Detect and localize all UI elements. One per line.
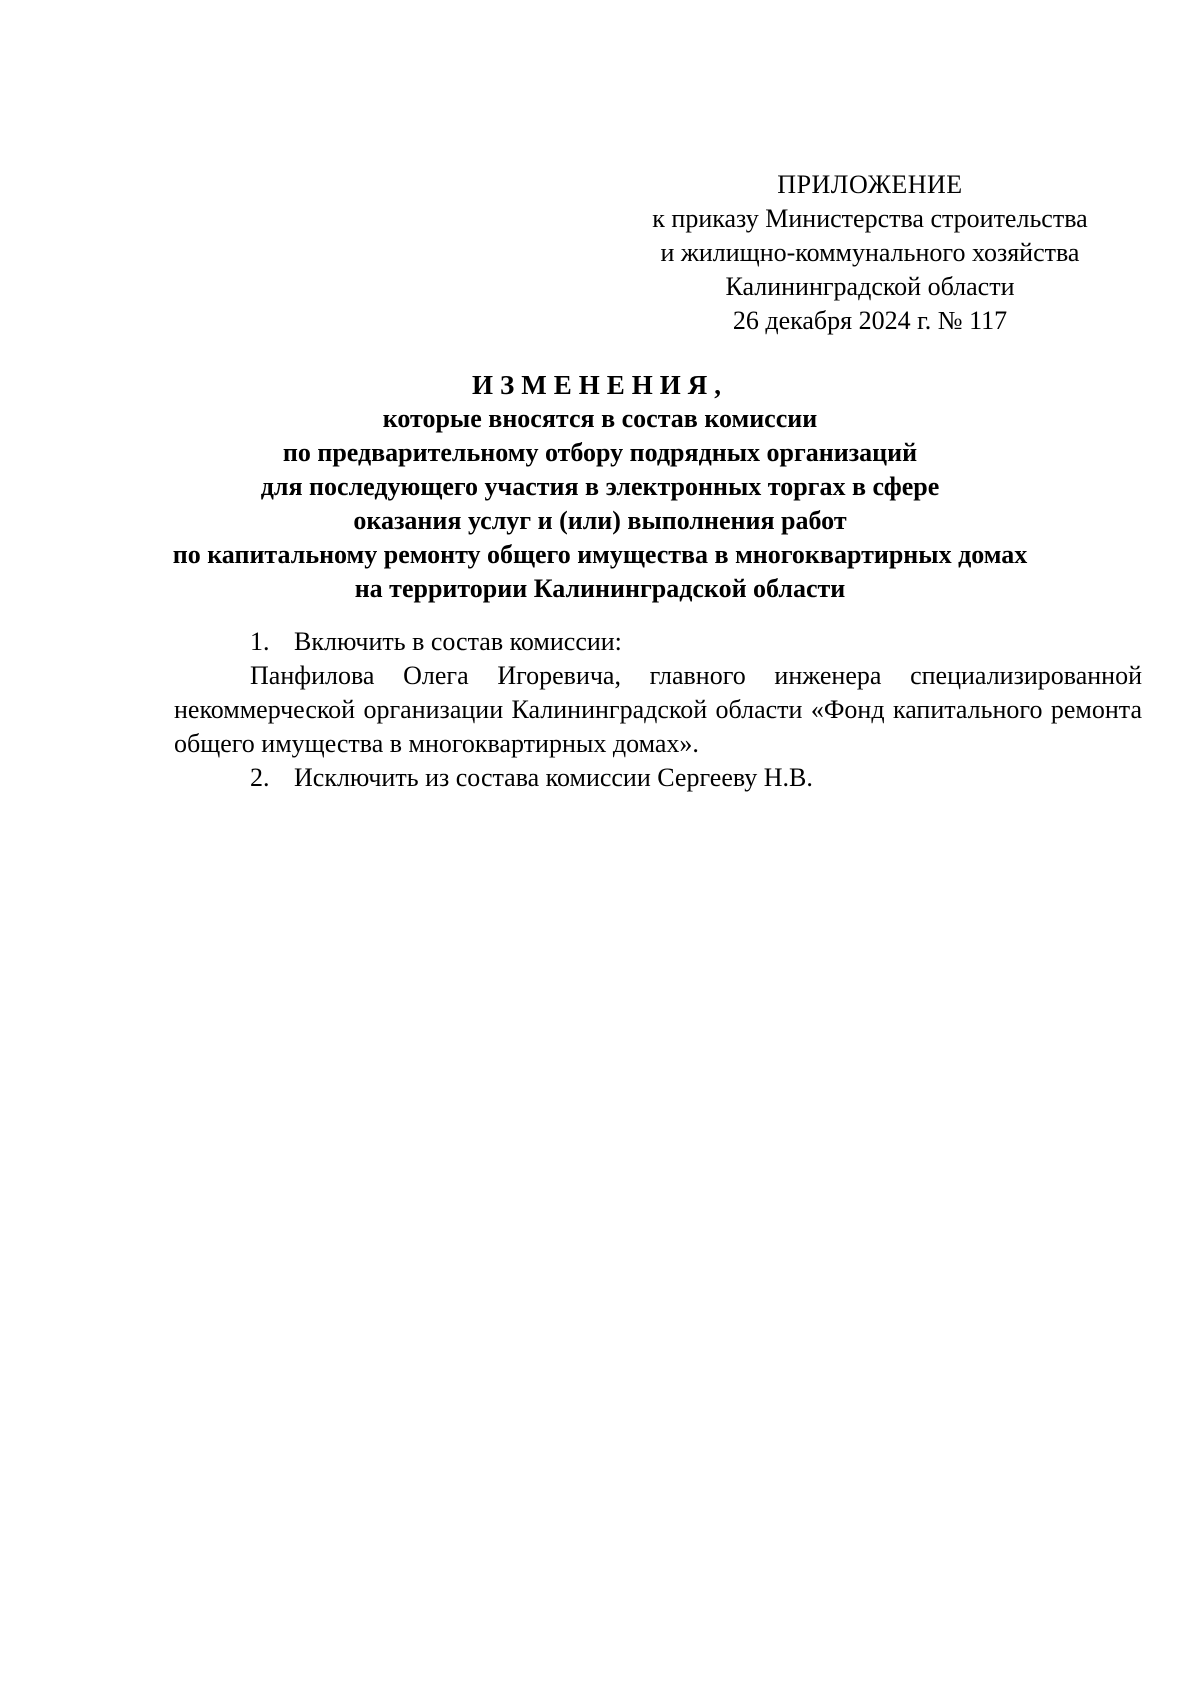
appendix-line-region: Калининградской области bbox=[725, 272, 1015, 301]
title-heading: ИЗМЕНЕНИЯ, bbox=[471, 370, 728, 400]
title-line: оказания услуг и (или) выполнения работ bbox=[353, 506, 847, 535]
include-paragraph: Панфилова Олега Игоревича, главного инженера специализированной некоммерческой организации Калининградской области «Фонд капитального ремонта общего имущества в многоквартирных домах». bbox=[174, 661, 1142, 758]
appendix-header bbox=[600, 168, 1140, 338]
appendix-line-ministry: и жилищно-коммунального хозяйства bbox=[660, 238, 1080, 267]
title-line: которые вносятся в состав комиссии bbox=[382, 404, 818, 433]
list-item-text: Включить в состав комиссии: bbox=[294, 627, 622, 656]
appendix-line-order: к приказу Министерства строительства bbox=[652, 204, 1088, 233]
title-line: по предварительному отбору подрядных организаций bbox=[282, 438, 918, 467]
list-item-number: 1. bbox=[250, 627, 270, 656]
appendix-title: ПРИЛОЖЕНИЕ bbox=[777, 170, 963, 199]
document-title bbox=[100, 368, 1100, 606]
list-item-number: 2. bbox=[250, 763, 270, 792]
title-line: для последующего участия в электронных торгах в сфере bbox=[260, 472, 940, 501]
title-line: по капитальному ремонту общего имущества в многоквартирных домах bbox=[172, 540, 1028, 569]
list-item-include bbox=[174, 625, 1142, 659]
list-item-text: Исключить из состава комиссии Сергееву Н.В. bbox=[294, 763, 813, 792]
appendix-date-number: 26 декабря 2024 г. № 117 bbox=[732, 306, 1008, 335]
list-item-exclude bbox=[174, 761, 1142, 795]
document-body bbox=[174, 625, 1142, 795]
title-line: на территории Калининградской области bbox=[354, 574, 846, 603]
